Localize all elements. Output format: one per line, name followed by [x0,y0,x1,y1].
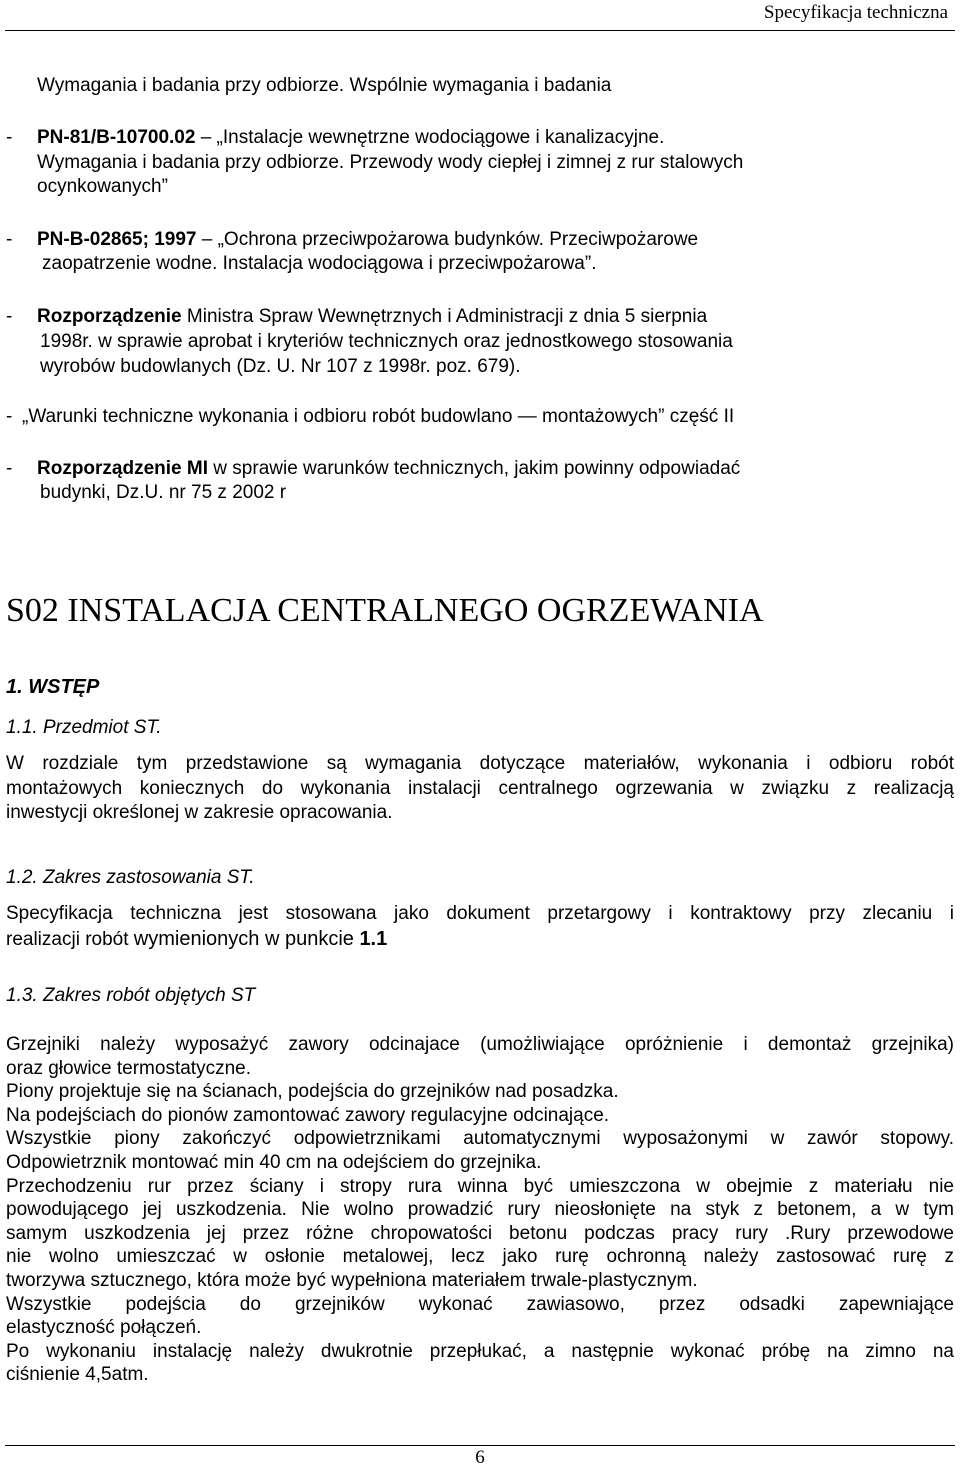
paragraph-line: Odpowietrznik montować min 40 cm na odejściem do grzejnika. [6,1151,542,1173]
paragraph-line: ciśnienie 4,5atm. [6,1364,149,1386]
ref-5-dash: - [6,458,13,479]
paragraph-text: wymienionych w punkcie [133,927,360,950]
ref-1-line-2: Wymagania i badania przy odbiorze. Przewody wody ciepłej i zimnej z rur stalowych [37,152,744,173]
ref-1-code: PN-81/B-10700.02 [37,127,196,148]
paragraph-line: montażowych koniecznych do wykonania instalacji centralnego ogrzewania w związku z realizacją [6,777,954,799]
paragraph-line: powodującego jej uszkodzenia. Nie wolno prowadzić rury nieosłonięte na styk z betonem, a w tym [6,1199,954,1221]
ref-4-dash: - [6,406,13,427]
ref-2-title: – „Ochrona przeciwpożarowa budynków. Przeciwpożarowe [196,229,699,250]
paragraph-line: Wszystkie piony zakończyć odpowietrznikami automatycznymi wyposażonymi w zawór stopowy. [6,1128,954,1150]
header-rule [5,30,955,31]
paragraph-line: tworzywa sztucznego, która może być wypełniona materiałem trwale-plastycznym. [6,1269,698,1291]
paragraph-line: elastyczność połączeń. [6,1317,202,1339]
paragraph-1-2 [6,902,954,952]
paragraph-line: Na podejściach do pionów zamontować zawory regulacyjne odcinające. [6,1104,610,1126]
ref-1-line-3: ocynkowanych” [37,176,168,197]
heading-1-2: 1.2. Zakres zastosowania ST. [6,867,255,888]
paragraph-line [6,927,954,953]
heading-1: 1. WSTĘP [6,676,100,698]
ref-3-dash: - [6,306,13,327]
ref-1-dash: - [6,127,13,148]
ref-2-line-2: zaopatrzenie wodne. Instalacja wodociągowa i przeciwpożarowa”. [42,253,597,274]
paragraph-line: Po wykonaniu instalację należy dwukrotnie przepłukać, a następnie wykonać próbę na zimno na [6,1340,954,1362]
ref-5-rest: w sprawie warunków technicznych, jakim powinny odpowiadać [208,458,741,479]
paragraph-line: nie wolno umieszczać w osłonie metalowej, lecz jako rurę ochronną należy zastosować rurę z [6,1246,954,1268]
paragraph-line: samym uszkodzenia jej przez różne chropowatości betonu podczas pracy rury .Rury przewodowe [6,1222,954,1244]
paragraph-line: Grzejniki należy wyposażyć zawory odcinajace (umożliwiające opróżnienie i demontaż grzejnika) [6,1034,954,1055]
footer-rule [5,1445,955,1446]
paragraph-line: Wszystkie podejścia do grzejników wykonać zawiasowo, przez odsadki zapewniające [6,1293,954,1315]
paragraph-line: oraz głowice termostatyczne. [6,1057,251,1079]
ref-3-bold: Rozporządzenie [37,306,182,327]
paragraph-text: realizacji robót [6,928,134,950]
paragraph-line: Specyfikacja techniczna jest stosowana jako dokument przetargowy i kontraktowy przy zlecaniu i [6,903,954,924]
ref-3-line-3: wyrobów budowlanych (Dz. U. Nr 107 z 1998r. poz. 679). [40,356,521,377]
paragraph-line: W rozdziale tym przedstawione są wymagania dotyczące materiałów, wykonania i odbioru robót [6,753,954,774]
heading-1-1: 1.1. Przedmiot ST. [6,717,162,738]
ref-1-title: – „Instalacje wewnętrzne wodociągowe i kanalizacyjne. [195,127,665,148]
paragraph-1-3 [6,1033,954,1387]
ref-5-line-1 [37,458,740,480]
header-title: Specyfikacja techniczna [763,2,948,23]
paragraph-1-1 [6,752,954,826]
heading-1-3: 1.3. Zakres robót objętych ST [6,985,256,1006]
ref-2-dash: - [6,229,13,250]
ref-4-line-1: „Warunki techniczne wykonania i odbioru robót budowlano — montażowych” część II [22,406,735,427]
ref-1-line-1 [37,127,664,149]
ref-2-line-1 [37,229,698,251]
section-title: S02 INSTALACJA CENTRALNEGO OGRZEWANIA [6,592,764,629]
paragraph-line: inwestycji określonej w zakresie opracowania. [6,802,393,823]
section-reference: 1.1 [359,927,388,950]
paragraph-line: Piony projektuje się na ścianach, podejścia do grzejników nad posadzka. [6,1081,619,1103]
ref-5-line-2: budynki, Dz.U. nr 75 z 2002 r [40,482,287,503]
paragraph-line: Przechodzeniu rur przez ściany i stropy rura winna być umieszczona w obejmie z materiału nie [6,1175,954,1197]
ref-3-line-2: 1998r. w sprawie aprobat i kryteriów technicznych oraz jednostkowego stosowania [40,331,733,352]
ref-3-line-1 [37,306,707,328]
ref-2-code: PN-B-02865; 1997 [37,229,197,250]
page-number: 6 [475,1447,485,1468]
page-header [0,0,960,30]
ref-3-rest: Ministra Spraw Wewnętrznych i Administracji z dnia 5 sierpnia [181,306,708,327]
ref-line-0: Wymagania i badania przy odbiorze. Wspólnie wymagania i badania [37,75,612,96]
ref-5-bold: Rozporządzenie MI [37,458,209,479]
